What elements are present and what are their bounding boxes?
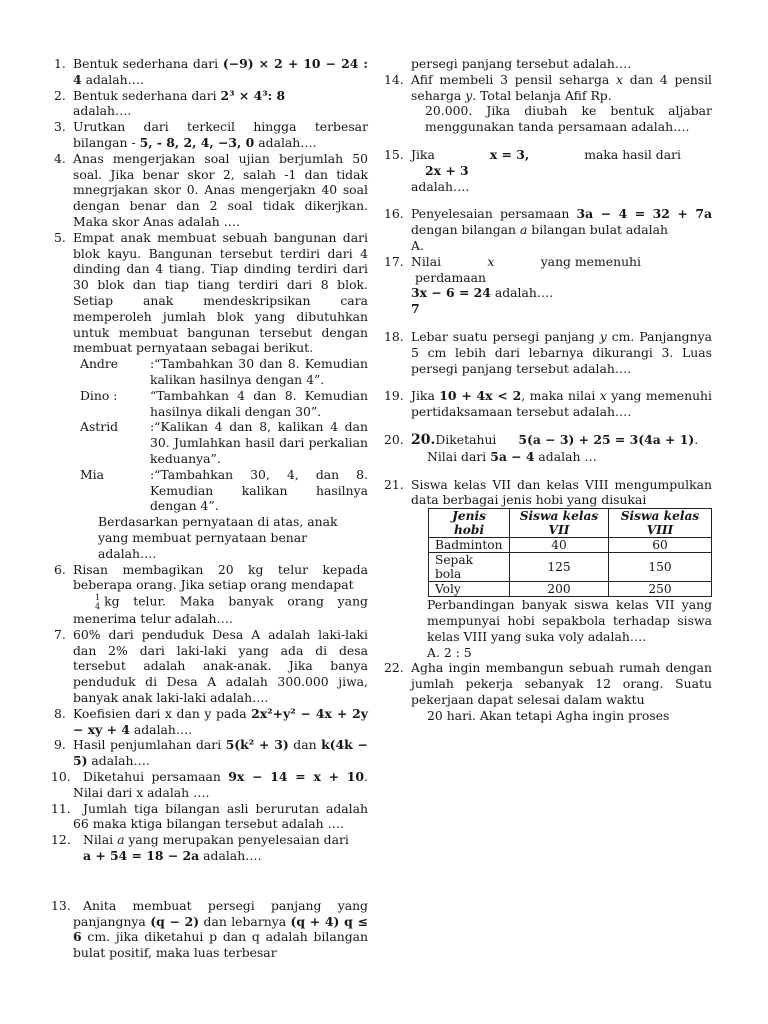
question-4: 4. Anas mengerjakan soal ujian berjumlah 50 soal. Jika benar skor 2, salah -1 dan tidak mnegrjakan skor 0. Anas mengerjakn 40 soal dengan benar dan 2 soal tidak dikerjkan. Maka skor Anas adalah …. <box>54 150 368 229</box>
table-header-row: Jenis hobi Siswa kelas VII Siswa kelas VIII <box>429 509 712 538</box>
dialog-dino: Dino : “Tambahkan 4 dan 8. Kemudian hasilnya dikali dengan 30”. <box>80 387 368 419</box>
dialog-astrid: Astrid :“Kalikan 4 dan 8, kalikan 4 dan 30. Jumlahkan hasil dari perkalian keduanya”. <box>80 419 368 466</box>
table-row: Sepak bola 125 150 <box>429 553 712 582</box>
dialog-andre: Andre :“Tambahkan 30 dan 8. Kemudian kalikan hasilnya dengan 4”. <box>80 356 368 387</box>
dialog-mia: Mia :“Tambahkan 30, 4, dan 8. Kemudian kalikan hasilnya dengan 4”. <box>80 466 368 514</box>
math-expression: 5, - 8, 2, 4, −3, 0 <box>139 134 255 150</box>
math-expression: a + 54 = 18 − 2a <box>83 848 200 864</box>
question-5: 5. Empat anak membuat sebuah bangunan dari blok kayu. Bangunan tersebut terdiri dari 4 dinding dan 4 tiang. Tiap dinding terdiri dari 30 blok dan tiap tiang terdiri dari 8 blok. Setiap anak mendeskripsikan cara memperoleh jumlah blok yang dibutuhkan untuk membuat bangunan tersebut dengan membuat pernyataan sebagai berikut. <box>54 229 368 356</box>
table-row: Voly 200 250 <box>429 582 712 597</box>
question-5-conclusion: Berdasarkan pernyataan di atas, anak yang membuat pernyataan benar adalah…. <box>98 514 338 561</box>
math-expression: k(4k − 5) <box>73 737 368 769</box>
question-15: 15. Jika x = 3, maka hasil dari 2x + 3 adalah…. <box>384 146 681 194</box>
math-expression: 5(a − 3) + 25 = 3(4a + 1) <box>518 431 695 447</box>
hobby-table <box>428 508 712 597</box>
question-20: 20. 20.Diketahui 5(a − 3) + 25 = 3(4a + 1). Nilai dari 5a − 4 adalah … <box>384 431 699 464</box>
math-expression: 3x − 6 = 24 <box>411 285 491 301</box>
math-expression: 2x²+y² − 4x + 2y − xy + 4 <box>73 705 368 737</box>
math-expression: x = 3, <box>489 146 530 162</box>
question-6: 6. Risan membagikan 20 kg telur kepada beberapa orang. Jika setiap orang mendapat 1 4 kg telur. Maka banyak orang yang menerima telur adalah…. <box>54 561 368 627</box>
question-19: 19. Jika 10 + 4x < 2, maka nilai x yang memenuhi pertidaksamaan tersebut adalah…. <box>384 388 712 420</box>
question-10: 10. Diketahui persamaan 9x − 14 = x + 10. Nilai dari x adalah …. <box>51 769 368 800</box>
math-expression: 3a − 4 = 32 + 7a <box>576 206 712 222</box>
right-column <box>384 56 712 724</box>
question-21: 21. Siswa kelas VII dan kelas VIII mengumpulkan data berbagai jenis hobi yang disukai <box>384 476 712 508</box>
math-expression: 9x − 14 = x + 10 <box>228 769 365 785</box>
question-8: 8. Koefisien dari x dan y pada 2x²+y² − 4x + 2y − xy + 4 adalah…. <box>54 705 368 737</box>
math-expression: 2x + 3 <box>425 162 469 178</box>
math-expression: (−9) × 2 + 10 − 24 : 4 <box>73 56 368 87</box>
math-expression: (q + 4) q ≤ 6 <box>73 913 368 945</box>
question-16: 16. Penyelesaian persamaan 3a − 4 = 32 + 7a dengan bilangan a bilangan bulat adalah A. <box>384 206 712 253</box>
question-1: 1. Bentuk sederhana dari (−9) × 2 + 10 − 24 : 4 adalah…. <box>54 56 368 87</box>
question-13-continued: persegi panjang tersebut adalah…. <box>411 56 632 71</box>
table-row: Badminton 40 60 <box>429 538 712 553</box>
left-column <box>51 56 368 961</box>
question-3: 3. Urutkan dari terkecil hingga terbesar bilangan - 5, - 8, 2, 4, −3, 0 adalah…. <box>54 119 368 150</box>
math-expression: 10 + 4x < 2 <box>439 388 522 404</box>
question-18: 18. Lebar suatu persegi panjang y cm. Panjangnya 5 cm lebih dari lebarnya dikurangi 3. Luas persegi panjang tersebut adalah…. <box>384 328 712 376</box>
question-9: 9. Hasil penjumlahan dari 5(k² + 3) dan k(4k − 5) adalah…. <box>54 737 368 769</box>
fraction: 1 4 <box>95 593 101 612</box>
question-2: 2. Bentuk sederhana dari 2³ × 4³: 8 adalah…. <box>54 87 286 119</box>
math-expression: (q − 2) <box>150 913 200 929</box>
question-21-answer: A. 2 : 5 <box>427 644 472 660</box>
math-expression: 2³ × 4³: 8 <box>220 87 286 103</box>
math-expression: 5a − 4 <box>490 448 535 464</box>
question-12: 12. Nilai a yang merupakan penyelesaian dari a + 54 = 18 − 2a adalah…. <box>51 832 349 864</box>
question-22: 22. Agha ingin membangun sebuah rumah dengan jumlah pekerja sebanyak 12 orang. Suatu pekerjaan dapat selesai dalam waktu 20 hari. Akan tetapi Agha ingin proses <box>384 660 712 723</box>
question-17: 17. Nilai x yang memenuhi perdamaan 3x − 6 = 24 adalah…. 7 <box>384 253 641 317</box>
question-21-prompt: Perbandingan banyak siswa kelas VII yang mempunyai hobi sepakbola terhadap siswa kelas VIII yang suka voly adalah…. <box>427 597 712 644</box>
question-13: 13. Anita membuat persegi panjang yang panjangnya (q − 2) dan lebarnya (q + 4) q ≤ 6 cm. jika diketahui p dan q adalah bilangan bulat positif, maka luas terbesar <box>51 897 368 961</box>
question-7: 7. 60% dari penduduk Desa A adalah laki-laki dan 2% dari laki-laki yang ada di desa tersebut adalah anak-anak. Jika banya penduduk di Desa A adalah 300.000 jiwa, banyak anak laki-laki adalah…. <box>54 626 368 706</box>
question-11: 11. Jumlah tiga bilangan asli berurutan adalah 66 maka ktiga bilangan tersebut adalah …. <box>51 800 368 832</box>
math-expression: 5(k² + 3) <box>225 737 289 753</box>
question-14: 14. Afif membeli 3 pensil seharga x dan 4 pensil seharga y. Total belanja Afif Rp. 20.000. Jika diubah ke bentuk aljabar menggunakan tanda persamaan adalah…. <box>384 71 712 135</box>
